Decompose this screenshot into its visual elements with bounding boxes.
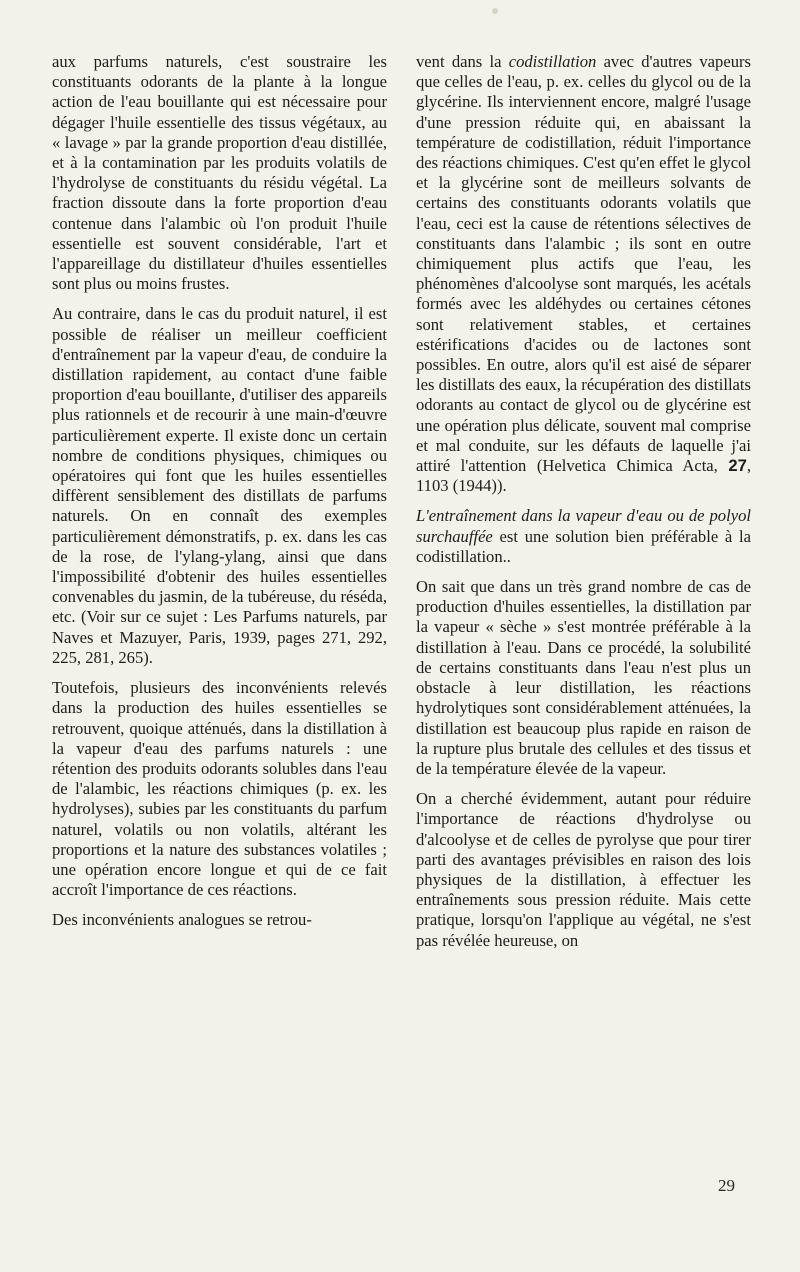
text-run: , 1103 (1944)). <box>416 456 751 496</box>
left-column <box>52 52 387 931</box>
volume-number: 27 <box>728 456 747 476</box>
text-run: avec d'autres vapeurs que celles de l'eau, p. ex. celles du glycol ou de la glycérine. Ils interviennent encore, malgré l'usage d'une pression réduite qui, en abaissant la température de codistillation, réduit l'importance des réactions chimiques. C'est qu'en effet le glycol et la glycérine sont de meilleurs solvants de certains des constituants odorants volatils que l'eau, ceci est la cause de rétentions sélectives de constituants dans l'alambic ; ils sont en outre chimiquement plus actifs que l'eau, les phénomènes d'alcoolyse sont marqués, les acétals formés avec les aldéhydes ou certaines cétones sont relativement stables, et certaines estérifications d'acides ou de lactones sont possibles. En outre, alors qu'il est aisé de séparer les distillats des eaux, la récupération des distillats odorants au contact de glycol ou de glycérine est une opération plus délicate, souvent mal comprise et mal conduite, sur les défauts de laquelle j'ai attiré l'attention (Helvetica Chimica Acta, <box>416 52 751 476</box>
italic-term: codistillation <box>508 52 597 71</box>
text-run: vent dans la <box>416 52 509 71</box>
paragraph: Des inconvénients analogues se retrou- <box>52 910 312 930</box>
paragraph: On a cherché évidemment, autant pour réduire l'importance de réactions d'hydrolyse ou d'alcoolyse et de celles de pyrolyse que pour tirer parti des avantages prévisibles en raison des lois physiques de la distillation, à effectuer les entraînements sous pression réduite. Mais cette pratique, lorsqu'on l'applique au végétal, ne s'est pas révélée heureuse, on <box>416 789 751 950</box>
paragraph: Toutefois, plusieurs des inconvénients relevés dans la production des huiles essentielles se retrouvent, quoique atténués, dans la distillation à la vapeur d'eau des parfums naturels : une rétention des produits odorants solubles dans l'eau de l'alambic, les réactions chimiques (p. ex. les hydrolyses), subies par les constituants du parfum naturel, volatils ou non volatils, altérant les proportions et la nature des substances volatiles ; une opération encore longue et qui de ce fait accroît l'importance de ces réactions. <box>52 678 387 900</box>
page-number: 29 <box>718 1176 735 1195</box>
right-column <box>416 52 751 961</box>
paragraph <box>416 506 751 567</box>
paragraph: On sait que dans un très grand nombre de cas de production d'huiles essentielles, la distillation par la vapeur « sèche » s'est montrée préférable à la distillation à l'eau. Dans ce procédé, la solubilité de certains constituants dans l'eau n'est plus un obstacle à leur distillation, les réactions hydrolytiques sont considérablement atténuées, la distillation est beaucoup plus rapide en raison de la rupture plus brutale des cellules et des tissus et de la température élevée de la vapeur. <box>416 577 751 778</box>
text-run: est une solution bien préférable à la codistillation.. <box>416 526 751 566</box>
paper-spot <box>492 8 498 14</box>
paragraph <box>416 52 751 496</box>
italic-heading: L'entraînement dans la vapeur d'eau ou de polyol surchauffée <box>416 506 751 546</box>
paragraph: Au contraire, dans le cas du produit naturel, il est possible de réaliser un meilleur coefficient d'entraînement par la vapeur d'eau, de conduire la distillation rapidement, au contact d'une faible proportion d'eau bouillante, d'utiliser des appareils plus rationnels et de recourir à une main-d'œuvre particulièrement experte. Il existe donc un certain nombre de conditions physiques, chimiques ou opératoires qui font que les huiles essentielles diffèrent sensiblement des distillats de parfums naturels. On en connaît des exemples particulièrement démonstratifs, p. ex. dans les cas de la rose, de l'ylang-ylang, ainsi que dans l'impossibilité d'obtenir des huiles essentielles convenables du jasmin, de la tubéreuse, du réséda, etc. (Voir sur ce sujet : Les Parfums naturels, par Naves et Mazuyer, Paris, 1939, pages 271, 292, 225, 281, 265). <box>52 304 388 667</box>
paragraph: aux parfums naturels, c'est soustraire les constituants odorants de la plante à la longue action de l'eau bouillante qui est nécessaire pour dégager l'huile essentielle des tissus végétaux, au « lavage » par la grande proportion d'eau distillée, et à la contamination par les produits volatils de l'hydrolyse de constituants du résidu végétal. La fraction dissoute dans la forte proportion d'eau contenue dans l'alambic où l'on produit l'huile essentielle est souvent considérable, l'art et l'appareillage du distillateur d'huiles essentielles sont plus ou moins frustes. <box>52 52 387 294</box>
